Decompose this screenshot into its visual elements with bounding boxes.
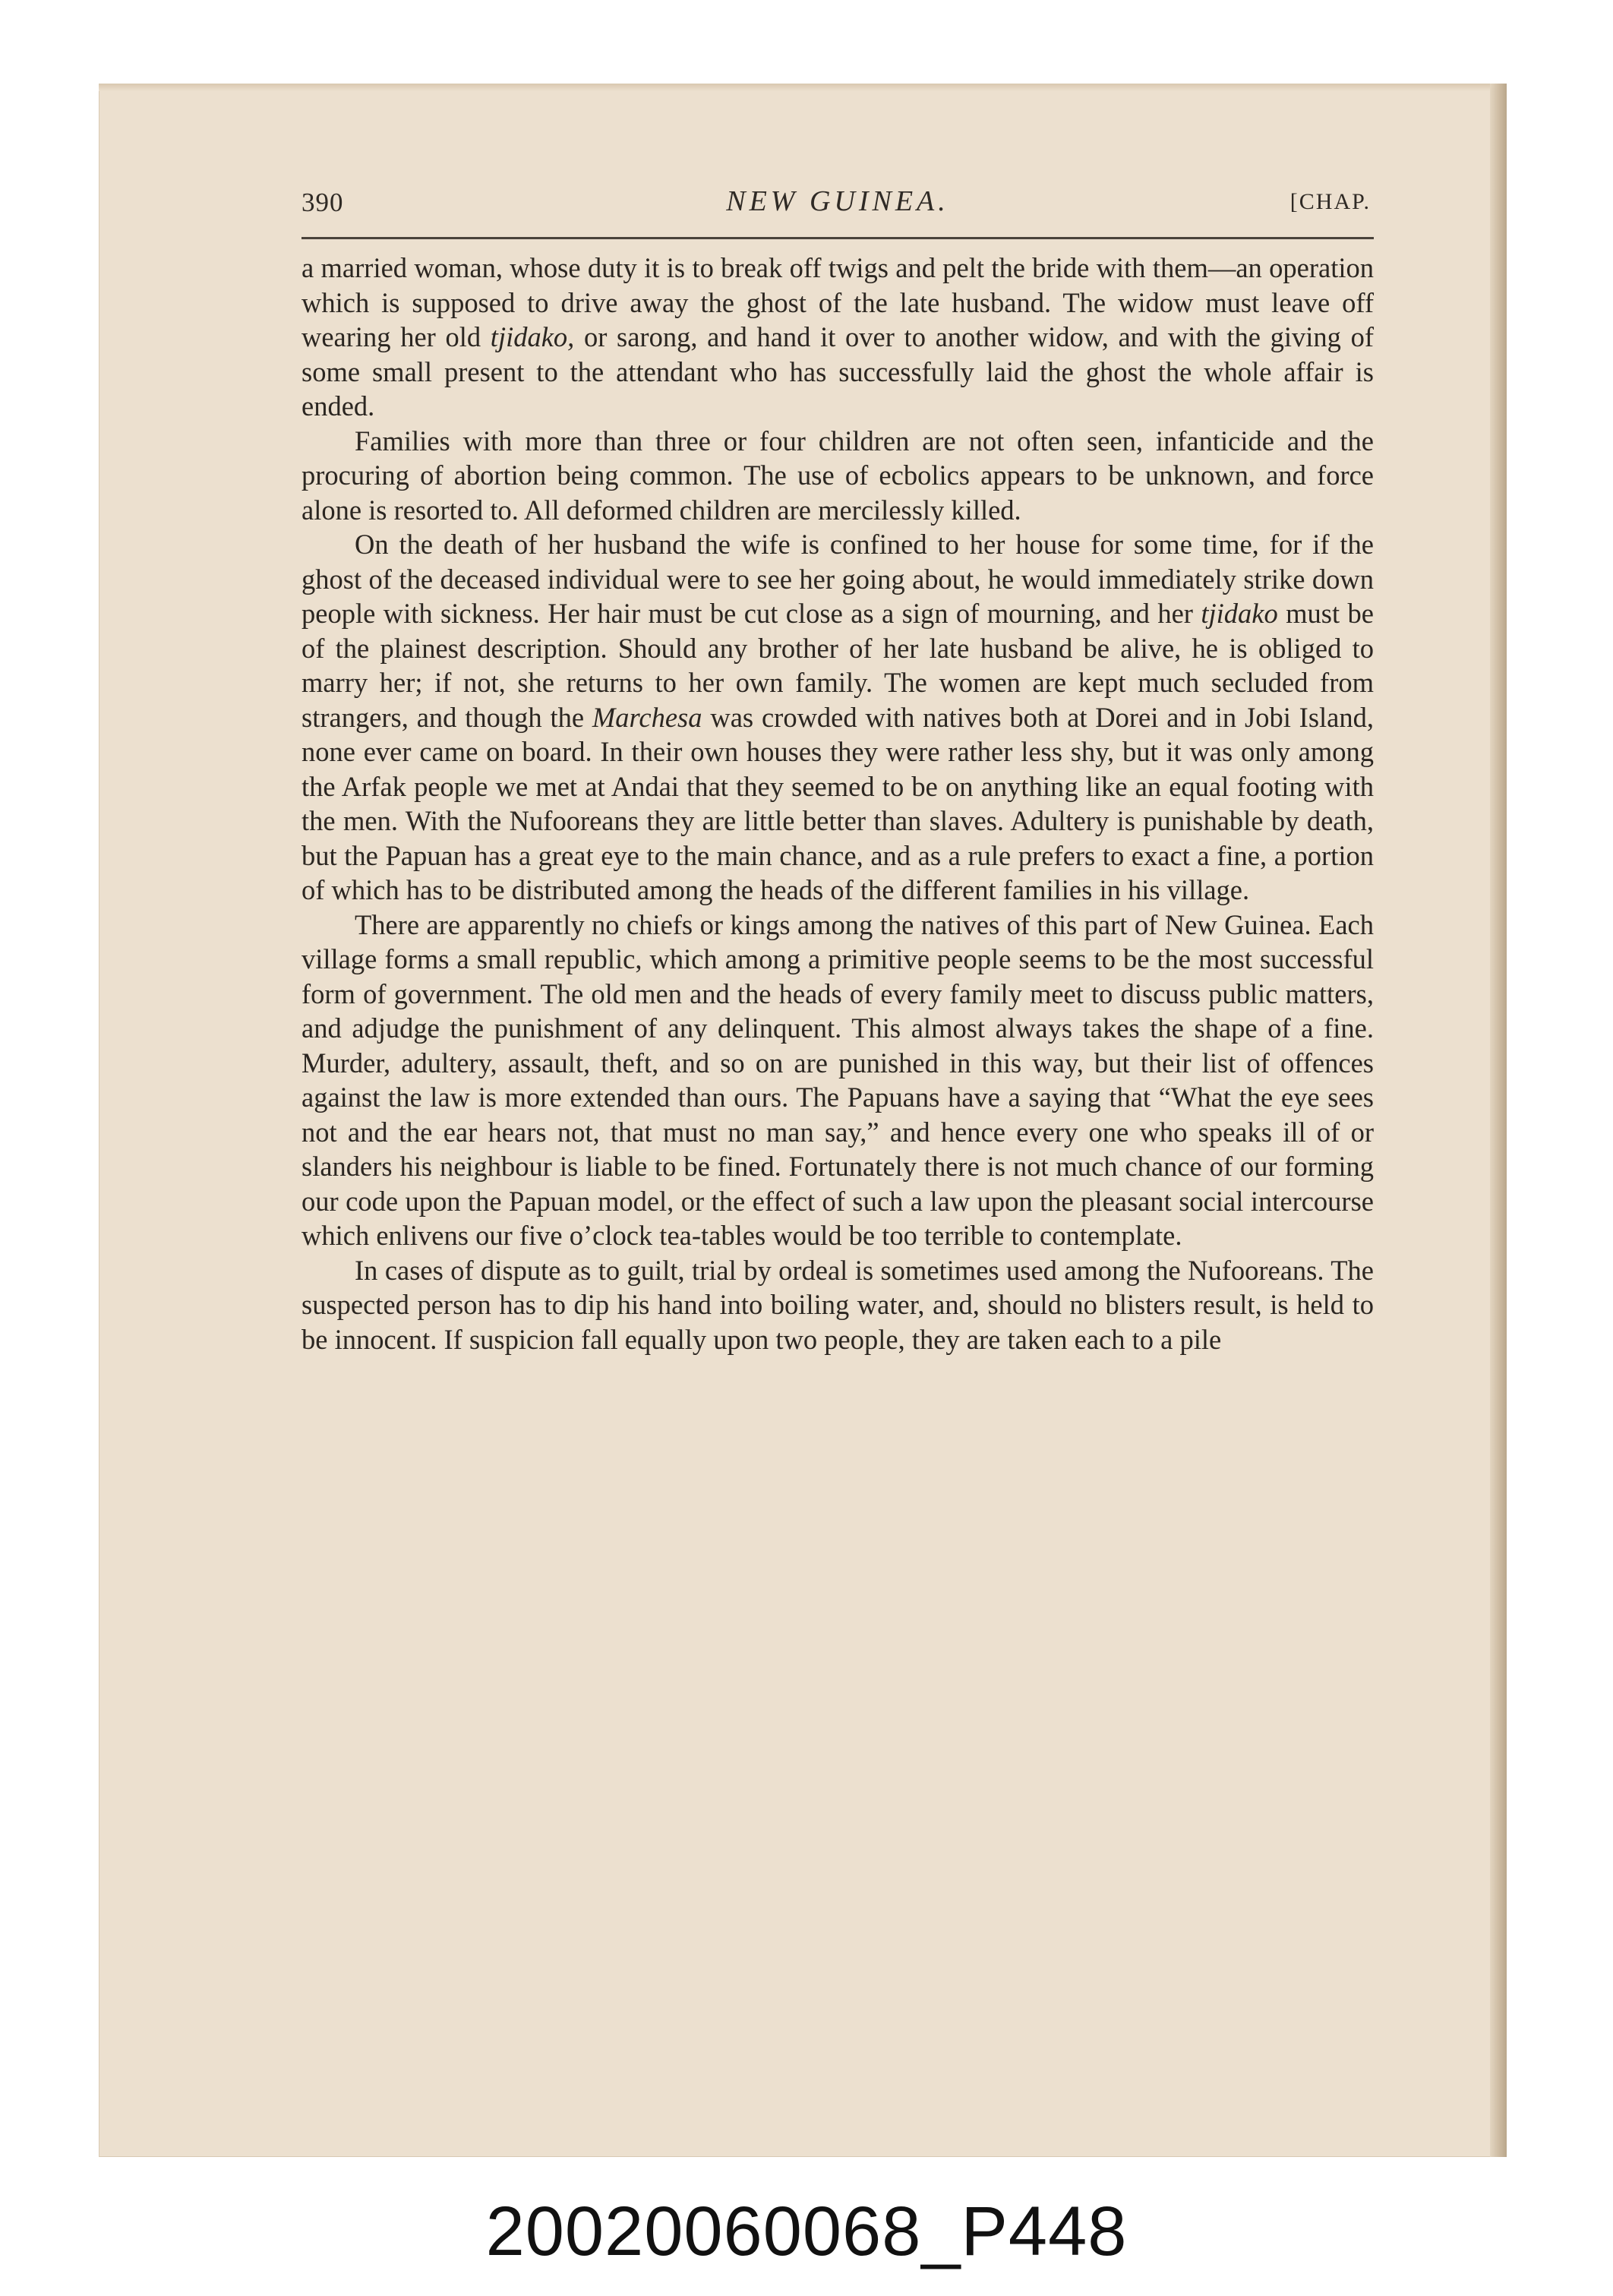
image-caption: 20020060068_P448 [485, 2193, 1128, 2270]
paragraph [301, 251, 1374, 424]
text-run: a married woman, whose duty it is to break off twigs and pelt the bride with them—an operation which is supposed to drive away the ghost of the late husband. The widow must leave off wearing her old [301, 252, 1374, 352]
paragraph [301, 908, 1374, 1253]
running-head [301, 185, 1374, 233]
text-run: Families with more than three or four children are not often seen, infanticide and the procuring of abortion being common. The use of ecbolics appears to be unknown, and force alone is resorted to. All deformed children are mercilessly killed. [301, 425, 1374, 526]
page-top-edge [99, 84, 1507, 91]
paragraph [301, 1253, 1374, 1357]
paragraph [301, 424, 1374, 528]
body-text [301, 251, 1374, 1356]
text-run: There are apparently no chiefs or kings among the natives of this part of New Guinea. Each village forms a small republic, which among a primitive people seems to be the most successful form of government. The old men and the heads of every family meet to discuss public matters, and adjudge the punishment of any delinquent. This almost always takes the shape of a fine. Murder, adultery, assault, theft, and so on are punished in this way, but their list of offences against the law is more extended than ours. The Papuans have a saying that “What the eye sees not and the ear hears not, that must no man say,” and hence every one who speaks ill of or slanders his neighbour is liable to be fined. Fortunately there is not much chance of our forming our code upon the Papuan model, or the effect of such a law upon the pleasant social intercourse which enlivens our five o’clock tea-tables would be too terrible to contemplate. [301, 908, 1374, 1251]
header-rule [301, 237, 1374, 239]
page-right-edge [1490, 84, 1507, 2157]
running-title: NEW GUINEA. [726, 185, 949, 217]
text-run: or sarong, and hand it over to another widow, and with the giving of some small present to the attendant who has successfully laid the ghost the whole affair is ended. [301, 321, 1374, 422]
italic-term: tjidako, [490, 321, 575, 352]
italic-term: tjidako [1201, 598, 1278, 629]
italic-term: Marchesa [592, 701, 702, 733]
text-run: must be of the plainest description. Should any brother of her late husband be alive, he is obliged to marry her; if not, she returns to her own family. The women are kept much secluded from strangers, and though the [301, 598, 1375, 733]
text-run: On the death of her husband the wife is confined to her house for some time, for if the ghost of the deceased individual were to see her going about, he would immediately strike down people with sickness. Her hair must be cut close as a sign of mourning, and her [301, 529, 1374, 629]
page-number: 390 [301, 188, 344, 217]
text-run: was crowded with natives both at Dorei and in Jobi Island, none ever came on board. In their own houses they were rather less shy, but it was only among the Arfak people we met at Andai that they seemed to be on anything like an equal footing with the men. With the Nufooreans they are little better than slaves. Adultery is punishable by death, but the Papuan has a great eye to the main chance, and as a rule prefers to exact a fine, a portion of which has to be distributed among the heads of the different families in his village. [301, 701, 1374, 905]
paragraph [301, 527, 1374, 908]
text-run: In cases of dispute as to guilt, trial by ordeal is sometimes used among the Nufooreans. The suspected person has to dip his hand into boiling water, and, should no blisters result, is held to be innocent. If suspicion fall equally upon two people, they are taken each to a pile [301, 1254, 1374, 1355]
chapter-label: [CHAP. [1289, 189, 1371, 214]
